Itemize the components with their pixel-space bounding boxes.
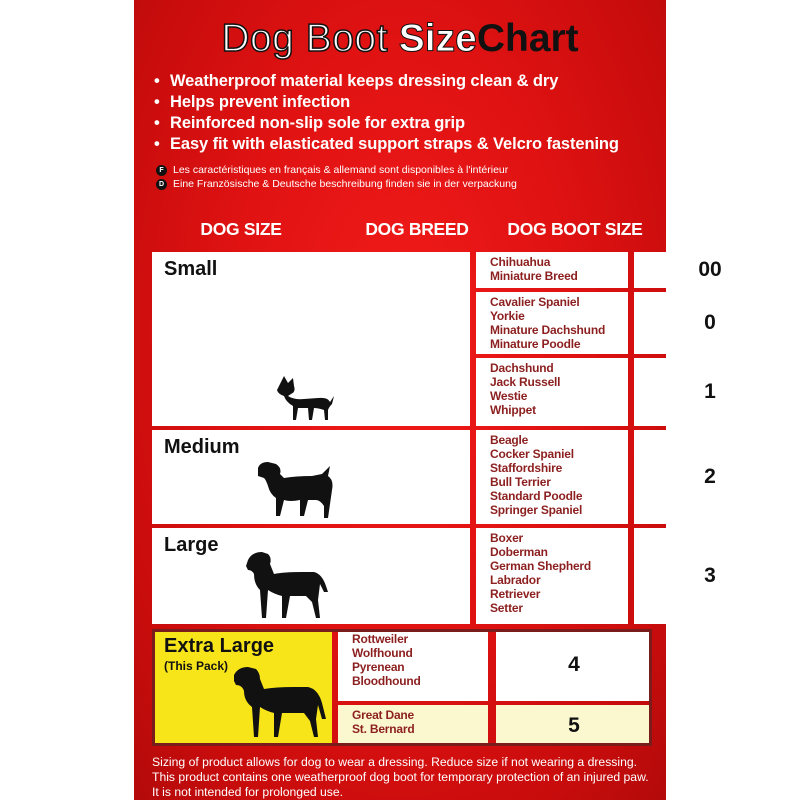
breed-name: Pyrenean: [352, 660, 405, 674]
boot-size-value: 0: [704, 311, 716, 334]
language-badge-icon: F: [156, 165, 167, 176]
this-pack-note: (This Pack): [164, 659, 229, 673]
boot-size-value: 4: [568, 653, 580, 676]
breed-name: St. Bernard: [352, 722, 415, 736]
breed-name: Bull Terrier: [490, 475, 551, 489]
boot-size-cell: [634, 358, 786, 426]
title-part-size: Size: [398, 17, 477, 60]
language-note-text: Les caractéristiques en français & allemand sont disponibles à l'intérieur: [173, 164, 509, 176]
column-header-dog-breed: DOG BREED: [365, 219, 469, 239]
breed-name: Great Dane: [352, 708, 415, 722]
boot-size-cell: [634, 528, 786, 624]
breed-name: Minature Poodle: [490, 337, 581, 351]
bullet-icon: •: [154, 93, 160, 111]
title-part-dog-boot: Dog Boot: [221, 17, 388, 60]
breed-name: Beagle: [490, 433, 529, 447]
breed-name: Minature Dachshund: [490, 323, 606, 337]
boot-size-value: 1: [704, 380, 716, 403]
feature-item: [154, 92, 619, 113]
column-header-dog-boot-size: DOG BOOT SIZE: [507, 219, 643, 239]
breed-name: Retriever: [490, 587, 541, 601]
language-note-french: [156, 163, 517, 177]
breed-cell: [476, 292, 628, 354]
breed-cell: [476, 252, 628, 288]
feature-text: Easy fit with elasticated support straps & Velcro fastening: [170, 135, 619, 153]
title-part-chart: Chart: [476, 17, 579, 60]
breed-name: Doberman: [490, 545, 548, 559]
size-cell-extra-large: [152, 629, 332, 746]
bullet-icon: •: [154, 135, 160, 153]
column-header-dog-size: DOG SIZE: [200, 219, 282, 239]
breed-name: Rottweiler: [352, 632, 409, 646]
feature-list: [154, 71, 619, 155]
feature-text: Reinforced non-slip sole for extra grip: [170, 114, 465, 132]
boot-size-cell: [496, 705, 652, 746]
breed-name: Jack Russell: [490, 375, 561, 389]
size-label: Medium: [164, 436, 240, 458]
size-label: Extra Large: [164, 635, 275, 657]
breed-cell: [476, 430, 628, 524]
breed-name: Dachshund: [490, 361, 554, 375]
language-note-text: Eine Französische & Deutsche beschreibung finden sie in der verpackung: [173, 178, 517, 190]
breed-name: Cavalier Spaniel: [490, 295, 580, 309]
breed-name: Staffordshire: [490, 461, 563, 475]
breed-cell: [476, 528, 628, 624]
boot-size-cell: [634, 252, 786, 288]
breed-name: Springer Spaniel: [490, 503, 583, 517]
breed-cell: [338, 629, 488, 701]
breed-name: Labrador: [490, 573, 541, 587]
language-badge-icon: D: [156, 179, 167, 190]
language-notes: [156, 163, 517, 191]
bullet-icon: •: [154, 114, 160, 132]
page-title: [134, 16, 666, 62]
breed-name: Cocker Spaniel: [490, 447, 574, 461]
boot-size-value: 2: [704, 465, 716, 488]
language-note-german: [156, 177, 517, 191]
extra-large-dog-silhouette-icon: [232, 663, 328, 739]
footer-disclaimer: Sizing of product allows for dog to wear a dressing. Reduce size if not wearing a dressing. This product contains one weatherproof dog boot for temporary protection of an injured paw. It is not intended for prolonged use.: [152, 755, 649, 799]
feature-text: Helps prevent infection: [170, 93, 351, 111]
breed-name: Chihuahua: [490, 255, 551, 269]
size-label: Small: [164, 258, 218, 280]
breed-name: Setter: [490, 601, 523, 615]
large-dog-silhouette-icon: [244, 550, 330, 620]
bullet-icon: •: [154, 72, 160, 90]
breed-name: Bloodhound: [352, 674, 421, 688]
boot-size-cell: [496, 629, 652, 701]
breed-name: Wolfhound: [352, 646, 413, 660]
boot-size-value: 00: [698, 258, 722, 281]
size-label: Large: [164, 534, 219, 556]
small-dog-silhouette-icon: [274, 374, 336, 422]
feature-item: [154, 134, 619, 155]
breed-cell: [338, 705, 488, 746]
size-chart-panel: [134, 0, 722, 800]
breed-name: Whippet: [490, 403, 536, 417]
breed-name: Boxer: [490, 531, 524, 545]
breed-name: Westie: [490, 389, 528, 403]
medium-dog-silhouette-icon: [256, 460, 336, 520]
breed-name: Standard Poodle: [490, 489, 583, 503]
boot-size-cell: [634, 430, 786, 524]
boot-size-value: 5: [568, 713, 580, 737]
breed-name: German Shepherd: [490, 559, 592, 573]
size-cell-large: [152, 528, 470, 624]
boot-size-cell: [634, 292, 786, 354]
feature-item: [154, 113, 619, 134]
size-cell-medium: [152, 430, 470, 524]
feature-text: Weatherproof material keeps dressing clean & dry: [170, 72, 559, 90]
boot-size-value: 3: [704, 564, 716, 587]
size-cell-small: [152, 252, 470, 426]
feature-item: [154, 71, 619, 92]
breed-name: Yorkie: [490, 309, 525, 323]
breed-cell: [476, 358, 628, 426]
breed-name: Miniature Breed: [490, 269, 578, 283]
